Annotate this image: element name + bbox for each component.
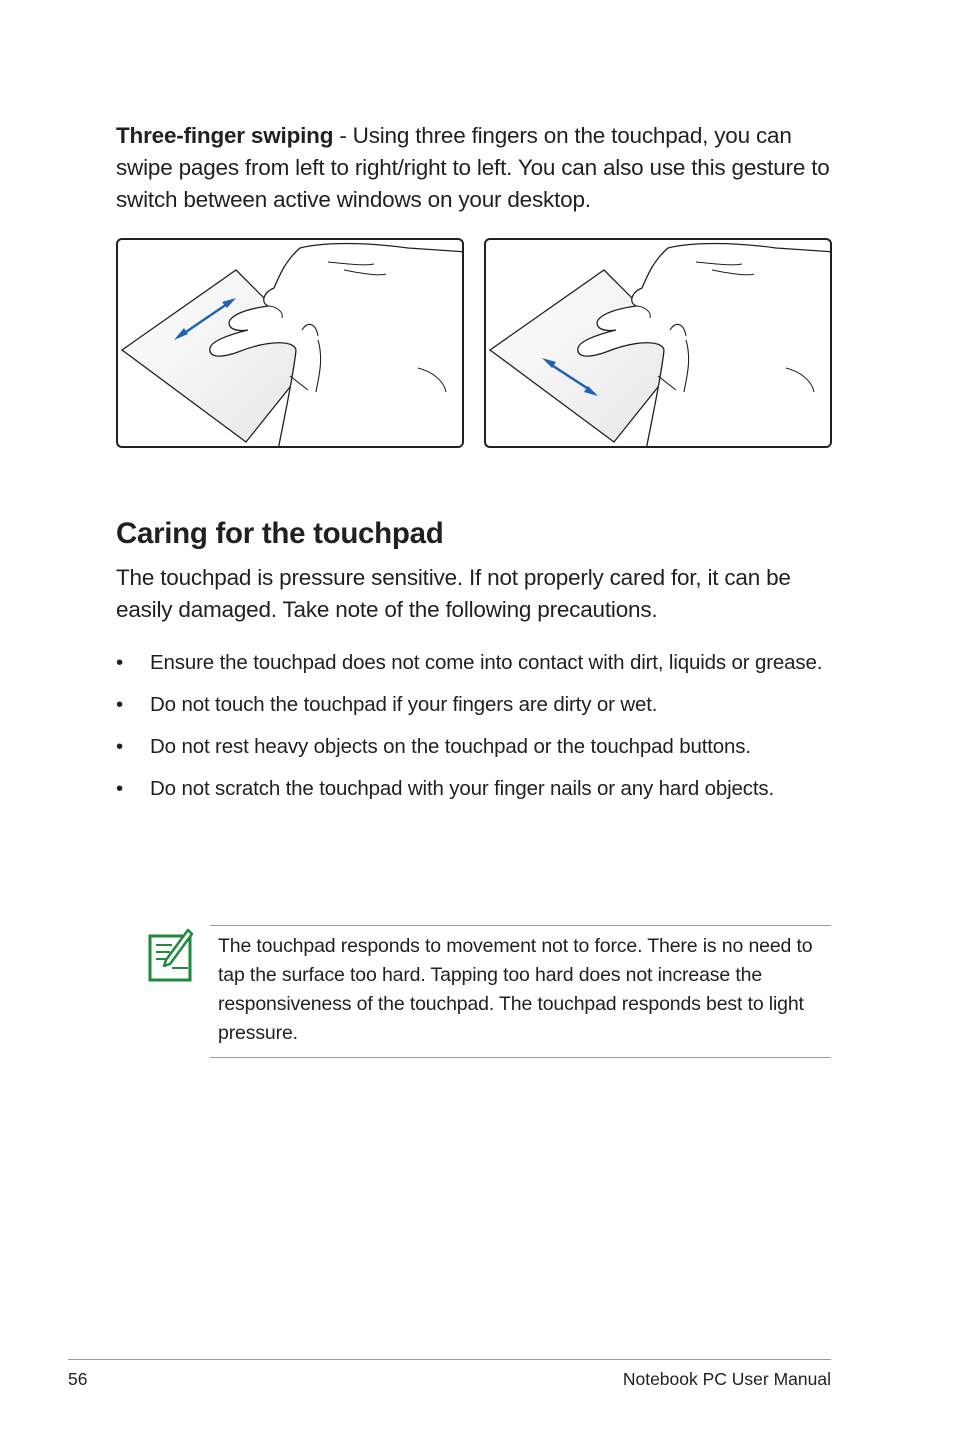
bullet-dot: • bbox=[116, 651, 124, 674]
list-item-text: Ensure the touchpad does not come into contact with dirt, liquids or grease. bbox=[150, 651, 823, 674]
list-item bbox=[116, 690, 846, 719]
page-number: 56 bbox=[68, 1369, 88, 1389]
list-item-text: Do not scratch the touchpad with your finger nails or any hard objects. bbox=[150, 777, 775, 800]
list-item bbox=[116, 732, 846, 761]
note-pencil-icon bbox=[148, 928, 194, 982]
precautions-list bbox=[116, 648, 846, 816]
gesture-term: Three-finger swiping bbox=[116, 123, 334, 148]
swipe-illustration-left bbox=[116, 238, 464, 448]
bullet-dot: • bbox=[116, 777, 124, 800]
bullet-dot: • bbox=[116, 735, 124, 758]
hand-on-touchpad-icon bbox=[118, 240, 462, 446]
list-item bbox=[116, 774, 846, 803]
bullet-dot: • bbox=[116, 693, 124, 716]
note-box bbox=[210, 925, 831, 1058]
list-item-text: Do not touch the touchpad if your fingers are dirty or wet. bbox=[150, 693, 658, 716]
note-text: The touchpad responds to movement not to force. There is no need to tap the surface too hard. Tapping too hard does not increase the responsiveness of the touchpad. The touchpad responds best to light pressure. bbox=[218, 935, 813, 1044]
intro-paragraph bbox=[116, 120, 836, 216]
swipe-illustration-right bbox=[484, 238, 832, 448]
list-item bbox=[116, 648, 846, 677]
hand-on-touchpad-icon bbox=[486, 240, 830, 446]
manual-title: Notebook PC User Manual bbox=[622, 1369, 831, 1389]
section-lead-paragraph: The touchpad is pressure sensitive. If not properly cared for, it can be easily damaged. Take note of the following precautions. bbox=[116, 565, 791, 622]
footer-divider bbox=[68, 1359, 831, 1360]
section-heading: Caring for the touchpad bbox=[116, 517, 444, 550]
list-item-text: Do not rest heavy objects on the touchpad or the touchpad buttons. bbox=[150, 735, 751, 758]
gesture-description: - Using three fingers on the touchpad, you can swipe pages from left to right/right to left. You can also use this gesture to switch between active windows on your desktop. bbox=[116, 123, 830, 212]
